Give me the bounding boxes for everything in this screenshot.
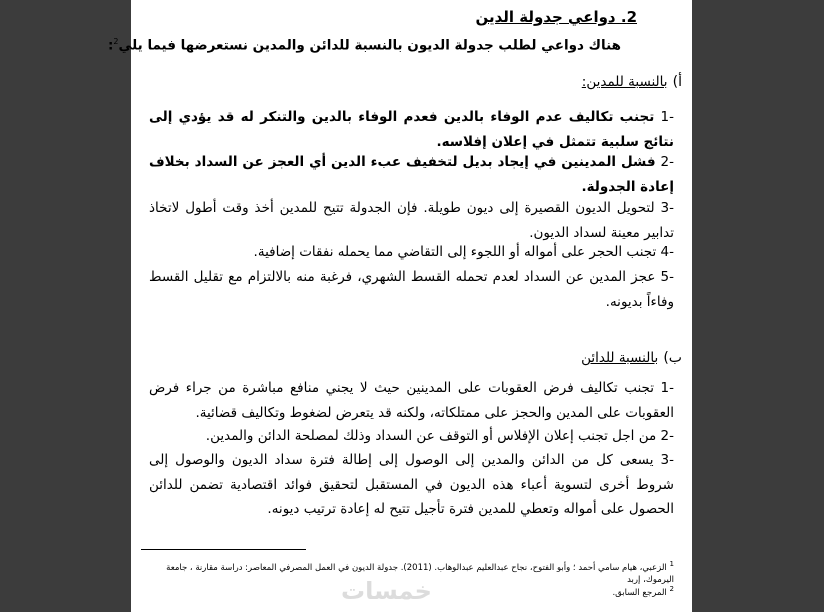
section-a-letter: أ): [672, 74, 682, 90]
section-b-item: -3 يسعى كل من الدائن والمدين إلى الوصول إلى إطالة فترة سداد الديون والوصول إلى شروط أخرى لتسوية أعباء هذه الديون في المستقبل لتحقيق فوائد اقتصادية تضمن للدائن الحصول على أمواله وتعطي للمدين فترة تأجيل تتيح له إعادة ترتيب ديونه.: [149, 452, 674, 517]
section-a-item: -4 تجنب الحجر على أمواله أو اللجوء إلى التقاضي مما يحمله نفقات إضافية.: [253, 244, 674, 260]
section-a-item: -3 لتحويل الديون القصيرة إلى ديون طويلة. فإن الجدولة تتيح للمدين أخذ وقت أطول لاتخاذ تدابير معينة لسداد الديون.: [149, 200, 675, 241]
khamsat-watermark: خمسات: [341, 577, 432, 605]
section-b-item: -1 تجنب تكاليف فرض العقوبات على المدينين حيث لا يجني منافع مباشرة من جراء فرض العقوبات على المدين والحجز على ممتلكاته، ولكنه قد يتعرض لضغوط وتكاليف قضائية.: [149, 380, 674, 421]
section-a-item: -5 عجز المدين عن السداد لعدم تحمله القسط الشهري، فرغبة منه بالالتزام مع تقليل القسط وفاءاً بديونه.: [149, 269, 674, 310]
footnote-divider: [141, 549, 306, 550]
section-a-title: بالنسبة للمدين:: [581, 74, 668, 90]
intro-text: هناك دواعي لطلب جدولة الديون بالنسبة للدائن والمدين نستعرضها فيما يلي: [118, 37, 621, 54]
section-b-header: [581, 347, 682, 366]
section-b-letter: ب): [663, 350, 682, 366]
section-a-item: -2 فشل المدينين في إيجاد بديل لتخفيف عبء الدين أي العجز عن السداد بخلاف إعادة الجدولة.: [149, 154, 674, 195]
section-b-item: -2 من اجل تجنب إعلان الإفلاس أو التوقف عن السداد وذلك لمصلحة الدائن والمدين.: [205, 428, 674, 444]
intro-paragraph: هناك دواعي لطلب جدولة الديون بالنسبة للدائن والمدين نستعرضها فيما يلي$^2$:: [108, 37, 621, 54]
footnote: $^2$ المرجع السابق.: [612, 584, 674, 598]
document-page: [108, 0, 692, 612]
footnote: $^1$ الزعبي، هيام سامي أحمد ؛ وأبو الفتوح، نجاح عبدالعليم عبدالوهاب. (2011). جدولة الديون في العمل المصرفي المعاصر: دراسة مقارنة ، جامعة اليرموك، إربد: [166, 559, 674, 585]
section-b-title: بالنسبة للدائن: [581, 350, 659, 366]
page-heading: 2. دواعي جدولة الدين: [475, 8, 637, 26]
footnote-ref-2: 2: [113, 37, 119, 46]
section-a-header: [582, 71, 682, 90]
section-a-item: -1 تجنب تكاليف عدم الوفاء بالدين فعدم الوفاء بالدين والتنكر له قد يؤدي إلى نتائج سلبية تتمثل في إعلان إفلاسه.: [149, 109, 674, 150]
left-dark-margin: [0, 0, 131, 612]
right-dark-margin: [692, 0, 824, 612]
